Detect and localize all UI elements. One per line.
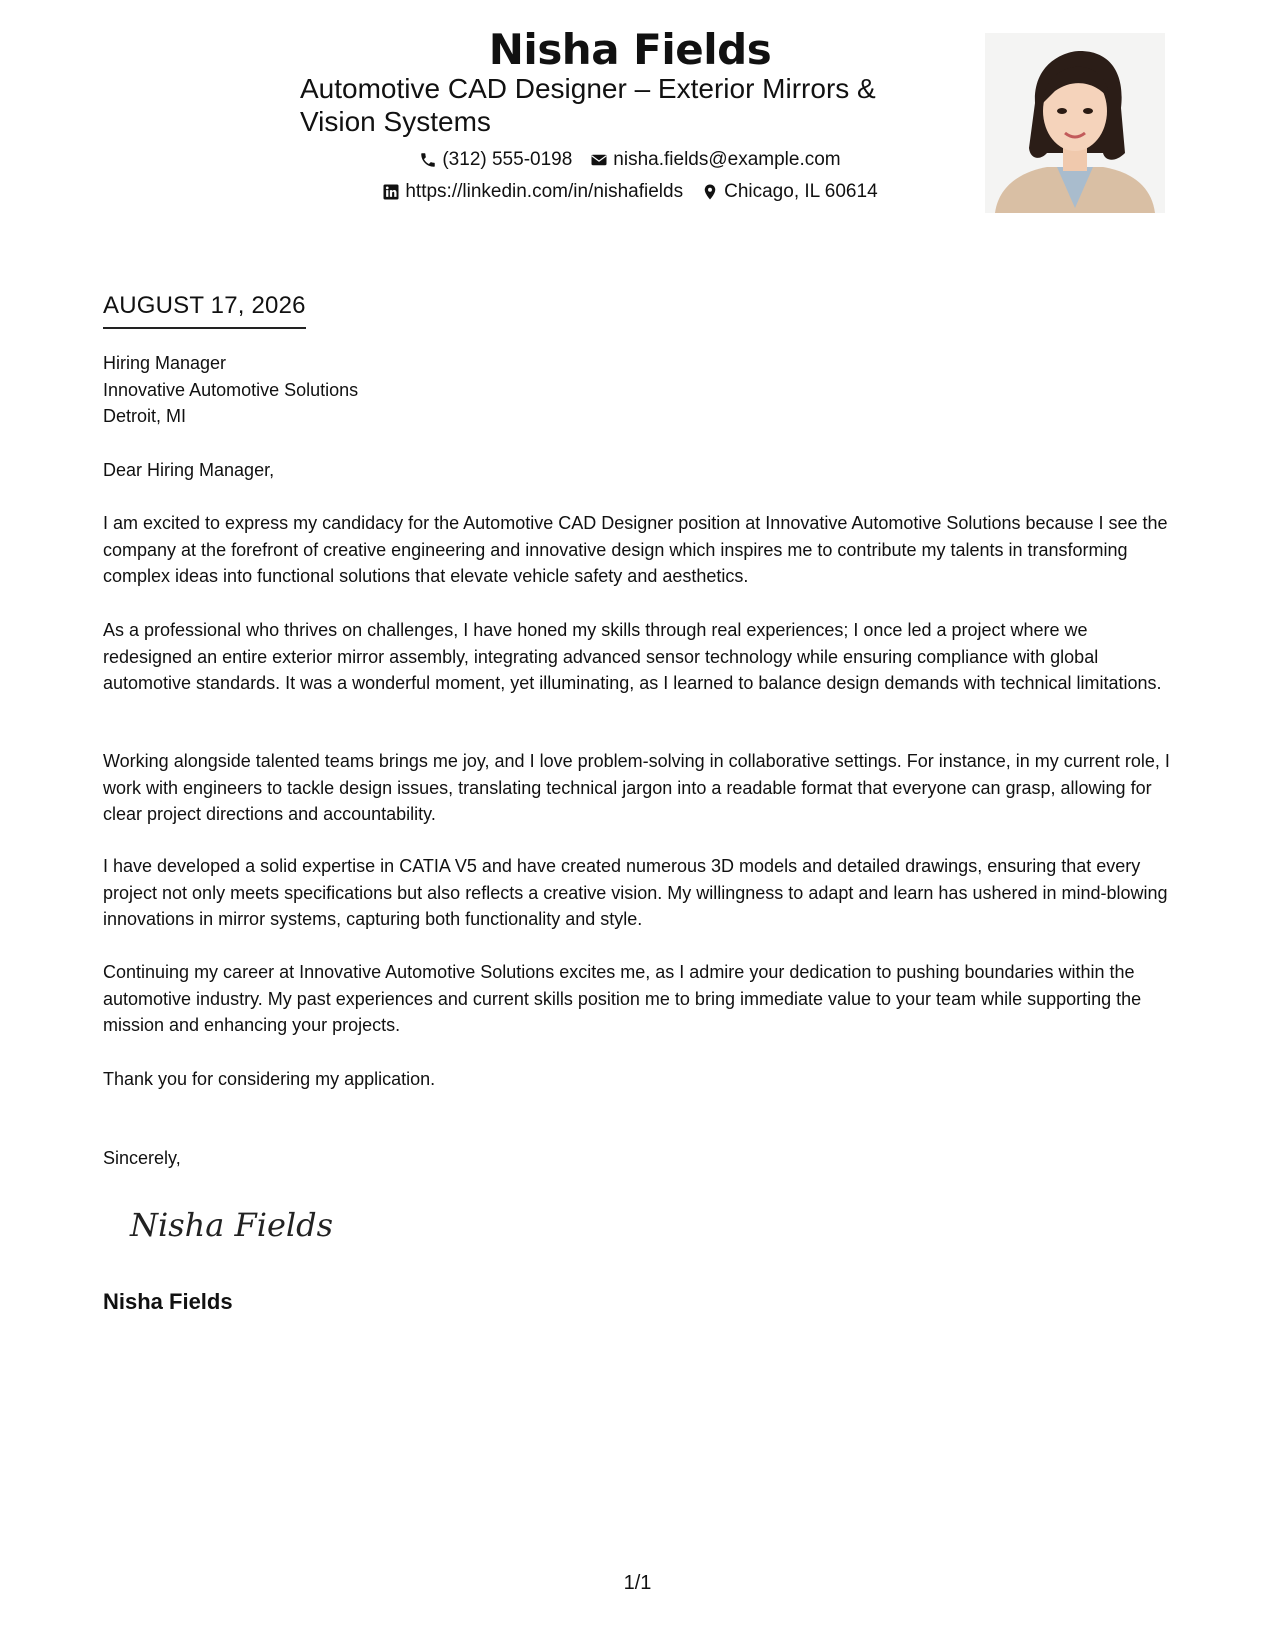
- body-paragraph: Continuing my career at Innovative Automotive Solutions excites me, as I admire your dedication to pushing boundaries within the automotive industry. My past experiences and current skills position me to bring immediate value to your team while supporting the mission and enhancing your projects.: [103, 962, 1142, 1035]
- recipient-line: Detroit, MI: [103, 406, 187, 426]
- recipient-line: Hiring Manager: [103, 353, 227, 373]
- email-address[interactable]: nisha.fields@example.com: [613, 149, 841, 170]
- signed-name: Nisha Fields: [103, 1289, 233, 1314]
- signature-text: Nisha Fields: [130, 1206, 334, 1244]
- contact-location: [701, 180, 878, 204]
- phone-number: (312) 555-0198: [442, 149, 573, 170]
- body-paragraph: Thank you for considering my application.: [103, 1069, 436, 1089]
- body-paragraph: As a professional who thrives on challenges, I have honed my skills through real experiences; I once led a project where we redesigned an entire exterior mirror assembly, integrating advanced sensor technology while ensuring compliance with global automotive standards. It was a wonderful moment, yet illuminating, as I learned to balance design demands with technical limitations.: [103, 620, 1162, 693]
- envelope-icon: [590, 151, 608, 169]
- map-pin-icon: [701, 183, 719, 201]
- location-text: Chicago, IL 60614: [724, 181, 878, 202]
- body-paragraph: I am excited to express my candidacy for the Automotive CAD Designer position at Innovative Automotive Solutions because I see the company at the forefront of creative engineering and innovative design which inspires me to contribute my talents in transforming complex ideas into functional solutions that elevate vehicle safety and aesthetics.: [103, 513, 1168, 586]
- contact-phone: [419, 148, 572, 172]
- contact-row-1: [280, 148, 980, 172]
- closing: Sincerely,: [103, 1148, 181, 1168]
- profile-photo: [985, 33, 1165, 213]
- body-paragraph: I have developed a solid expertise in CATIA V5 and have created numerous 3D models and detailed drawings, ensuring that every project not only meets specifications but also reflects a creative vision. My willingness to adapt and learn has ushered in mind-blowing innovations in mirror systems, capturing both functionality and style.: [103, 856, 1168, 929]
- contact-row-2: [280, 180, 980, 204]
- job-title: Automotive CAD Designer – Exterior Mirrors & Vision Systems: [300, 73, 876, 137]
- letter-date: AUGUST 17, 2026: [103, 291, 306, 329]
- contact-linkedin: [382, 180, 683, 204]
- handwritten-signature: [128, 1200, 338, 1255]
- linkedin-url[interactable]: https://linkedin.com/in/nishafields: [405, 181, 684, 202]
- linkedin-icon: [382, 183, 400, 201]
- applicant-name: Nisha Fields: [488, 25, 772, 74]
- page-indicator: 1/1: [623, 1572, 652, 1594]
- phone-icon: [419, 151, 437, 169]
- recipient-block: [103, 350, 358, 430]
- body-paragraph: Working alongside talented teams brings me joy, and I love problem-solving in collaborative settings. For instance, in my current role, I work with engineers to tackle design issues, translating technical jargon into a readable format that everyone can grasp, allowing for clear project directions and accountability.: [103, 751, 1170, 824]
- salutation: Dear Hiring Manager,: [103, 460, 275, 480]
- recipient-line: Innovative Automotive Solutions: [103, 379, 359, 400]
- contact-email: [590, 148, 840, 172]
